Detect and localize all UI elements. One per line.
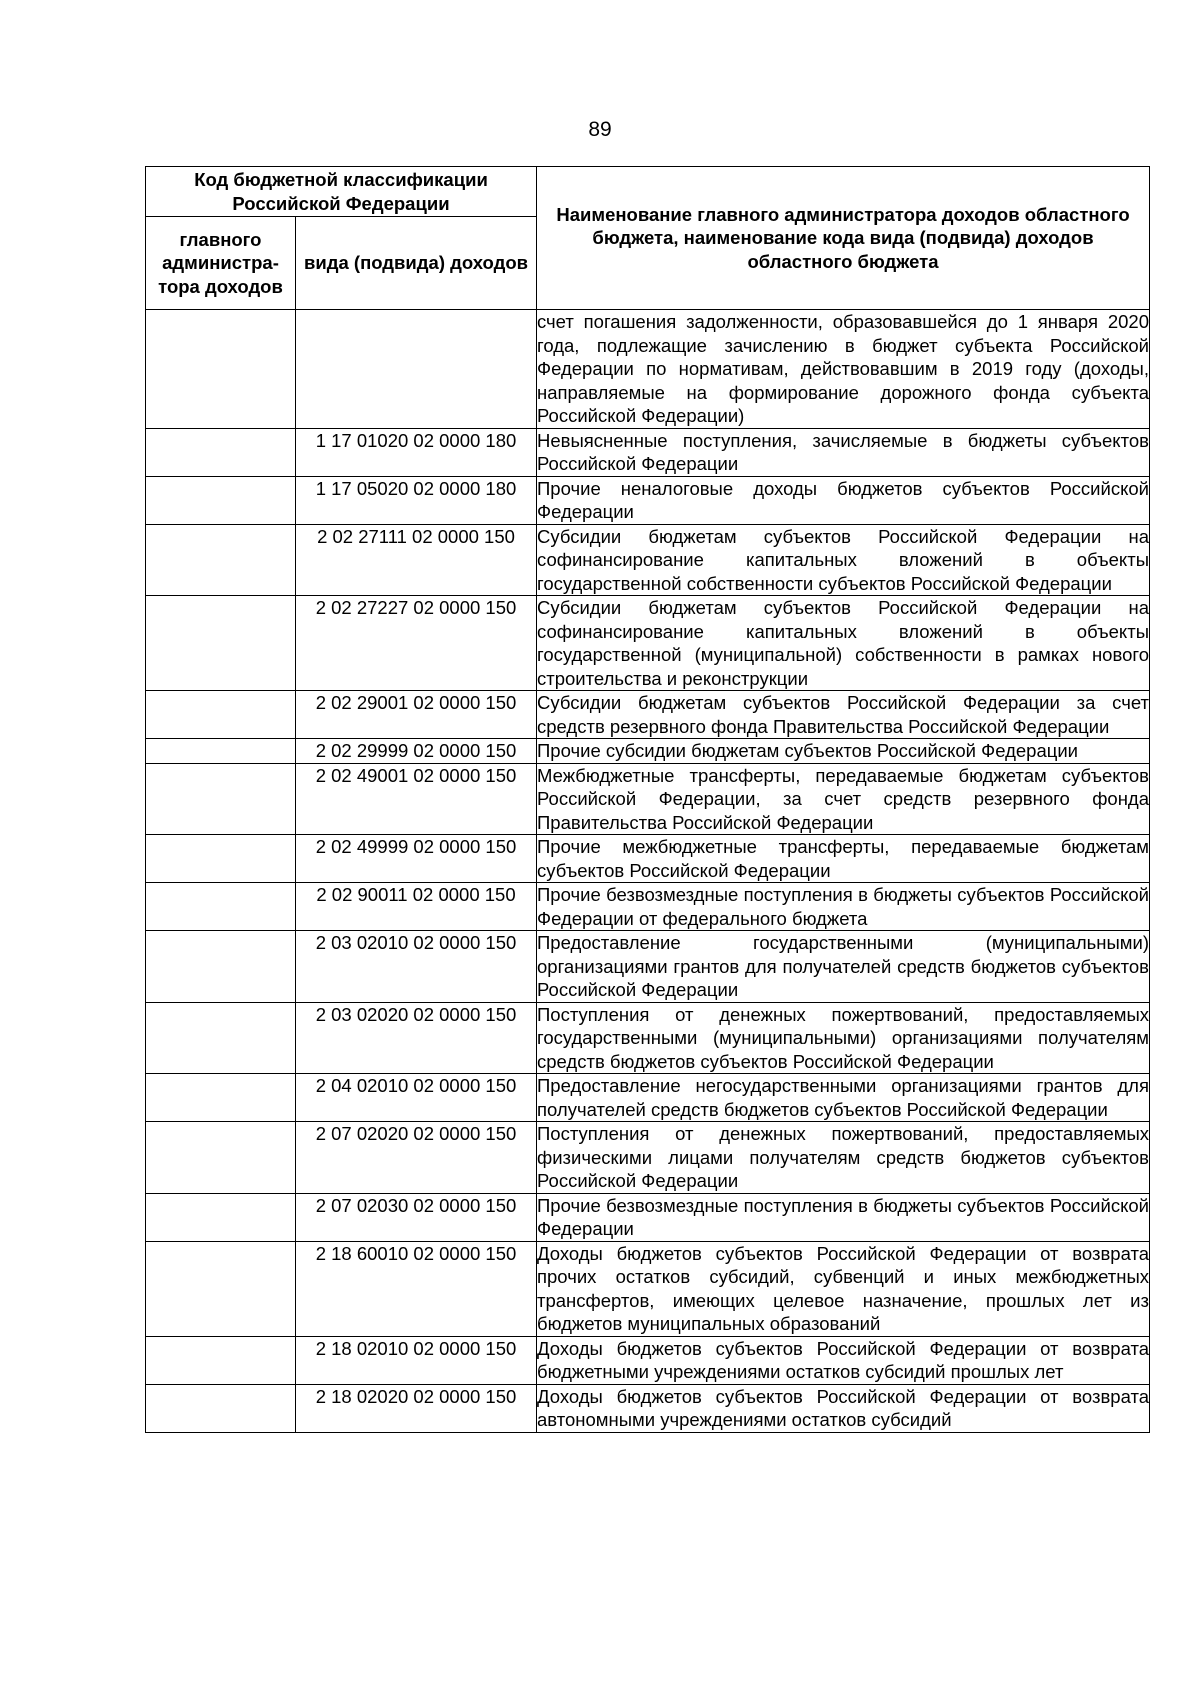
income-code-cell: 2 18 02010 02 0000 150	[296, 1336, 537, 1384]
income-name-cell: Поступления от денежных пожертвований, предоставляемых государственными (муниципальными) организациями получателям средств бюджетов субъектов Российской Федерации	[537, 1003, 1149, 1072]
income-code-cell: 2 02 27111 02 0000 150	[296, 524, 537, 596]
income-name-cell: Прочие безвозмездные поступления в бюджеты субъектов Российской Федерации	[537, 1194, 1149, 1239]
table-row	[146, 310, 1150, 429]
income-name-cell: Прочие межбюджетные трансферты, передаваемые бюджетам субъектов Российской Федерации	[537, 836, 1149, 881]
income-name-cell: Доходы бюджетов субъектов Российской Федерации от возврата автономными учреждениями остатков субсидий	[537, 1385, 1149, 1430]
income-name-cell: счет погашения задолженности, образовавшейся до 1 января 2020 года, подлежащие зачислению в бюджет субъекта Российской Федерации по нормативам, действовавшим в 2019 году (доходы, направляемые на формирование дорожного фонда субъекта Российской Федерации)	[537, 311, 1149, 426]
admin-code-cell	[146, 310, 296, 429]
admin-code-cell	[146, 1241, 296, 1336]
table-header	[146, 167, 1150, 310]
admin-code-cell	[146, 596, 296, 691]
income-name-cell: Доходы бюджетов субъектов Российской Федерации от возврата прочих остатков субсидий, субвенций и иных межбюджетных трансфертов, имеющих целевое назначение, прошлых лет из бюджетов муниципальных образований	[537, 1242, 1149, 1334]
admin-code-cell	[146, 1193, 296, 1241]
admin-code-cell	[146, 524, 296, 596]
income-name-cell: Межбюджетные трансферты, передаваемые бюджетам субъектов Российской Федерации, за счет средств резервного фонда Правительства Российской Федерации	[537, 764, 1149, 833]
table-row	[146, 931, 1150, 1003]
income-code-cell	[296, 310, 537, 429]
income-code-cell: 2 02 49001 02 0000 150	[296, 763, 537, 835]
admin-code-cell	[146, 835, 296, 883]
income-name-cell: Прочие неналоговые доходы бюджетов субъектов Российской Федерации	[537, 477, 1149, 522]
header-group-label: Код бюджетной классификации Российской Федерации	[146, 167, 537, 217]
header-admin-label: главного администра-тора доходов	[146, 217, 296, 310]
table-row	[146, 1241, 1150, 1336]
income-name-cell: Предоставление государственными (муниципальными) организациями грантов для получателей средств бюджетов субъектов Российской Федерации	[537, 932, 1149, 1000]
income-code-cell: 2 18 02020 02 0000 150	[296, 1384, 537, 1432]
income-name-cell: Прочие субсидии бюджетам субъектов Российской Федерации	[537, 739, 1150, 764]
table-row	[146, 524, 1150, 596]
table-row	[146, 1122, 1150, 1194]
income-name-cell: Субсидии бюджетам субъектов Российской Федерации за счет средств резервного фонда Правительства Российской Федерации	[537, 692, 1149, 737]
admin-code-cell	[146, 476, 296, 524]
table-row	[146, 691, 1150, 739]
table-row	[146, 596, 1150, 691]
admin-code-cell	[146, 1002, 296, 1074]
header-code-label: вида (подвида) доходов	[296, 217, 537, 310]
income-code-cell: 1 17 05020 02 0000 180	[296, 476, 537, 524]
income-code-cell: 2 02 29999 02 0000 150	[296, 739, 537, 764]
income-name-cell: Прочие безвозмездные поступления в бюджеты субъектов Российской Федерации от федерального бюджета	[537, 884, 1149, 929]
admin-code-cell	[146, 883, 296, 931]
admin-code-cell	[146, 1384, 296, 1432]
admin-code-cell	[146, 1336, 296, 1384]
admin-code-cell	[146, 739, 296, 764]
admin-code-cell	[146, 1074, 296, 1122]
income-code-cell: 1 17 01020 02 0000 180	[296, 428, 537, 476]
income-code-cell: 2 07 02020 02 0000 150	[296, 1122, 537, 1194]
income-name-cell: Субсидии бюджетам субъектов Российской Федерации на софинансирование капитальных вложений в объекты государственной (муниципальной) собственности в рамках нового строительства и реконструкции	[537, 597, 1149, 689]
table-row	[146, 739, 1150, 764]
income-name-cell: Невыясненные поступления, зачисляемые в бюджеты субъектов Российской Федерации	[537, 429, 1149, 474]
admin-code-cell	[146, 763, 296, 835]
income-name-cell: Поступления от денежных пожертвований, предоставляемых физическими лицами получателям средств бюджетов субъектов Российской Федерации	[537, 1123, 1149, 1191]
table-row	[146, 1384, 1150, 1432]
income-code-cell: 2 02 29001 02 0000 150	[296, 691, 537, 739]
table-row	[146, 1074, 1150, 1122]
income-code-cell: 2 03 02020 02 0000 150	[296, 1002, 537, 1074]
admin-code-cell	[146, 931, 296, 1003]
income-code-cell: 2 18 60010 02 0000 150	[296, 1241, 537, 1336]
income-code-cell: 2 03 02010 02 0000 150	[296, 931, 537, 1003]
table-row	[146, 1193, 1150, 1241]
table-row	[146, 883, 1150, 931]
income-code-cell: 2 02 49999 02 0000 150	[296, 835, 537, 883]
income-name-cell: Субсидии бюджетам субъектов Российской Федерации на софинансирование капитальных вложений в объекты государственной собственности субъектов Российской Федерации	[537, 525, 1149, 594]
admin-code-cell	[146, 691, 296, 739]
page-number: 89	[588, 118, 612, 141]
income-name-cell: Доходы бюджетов субъектов Российской Федерации от возврата бюджетными учреждениями остатков субсидий прошлых лет	[537, 1337, 1149, 1382]
income-code-cell: 2 07 02030 02 0000 150	[296, 1193, 537, 1241]
income-code-cell: 2 02 27227 02 0000 150	[296, 596, 537, 691]
income-name-cell: Предоставление негосударственными организациями грантов для получателей средств бюджетов субъектов Российской Федерации	[537, 1075, 1149, 1120]
income-code-cell: 2 04 02010 02 0000 150	[296, 1074, 537, 1122]
table-row	[146, 1002, 1150, 1074]
table-row	[146, 763, 1150, 835]
table-row	[146, 835, 1150, 883]
admin-code-cell	[146, 428, 296, 476]
admin-code-cell	[146, 1122, 296, 1194]
table-body	[146, 310, 1150, 1433]
table-row	[146, 476, 1150, 524]
budget-classification-table	[145, 166, 1150, 1433]
income-code-cell: 2 02 90011 02 0000 150	[296, 883, 537, 931]
table-row	[146, 428, 1150, 476]
table-row	[146, 1336, 1150, 1384]
header-name-label: Наименование главного администратора доходов областного бюджета, наименование кода вида (подвида) доходов областного бюджета	[537, 167, 1150, 310]
